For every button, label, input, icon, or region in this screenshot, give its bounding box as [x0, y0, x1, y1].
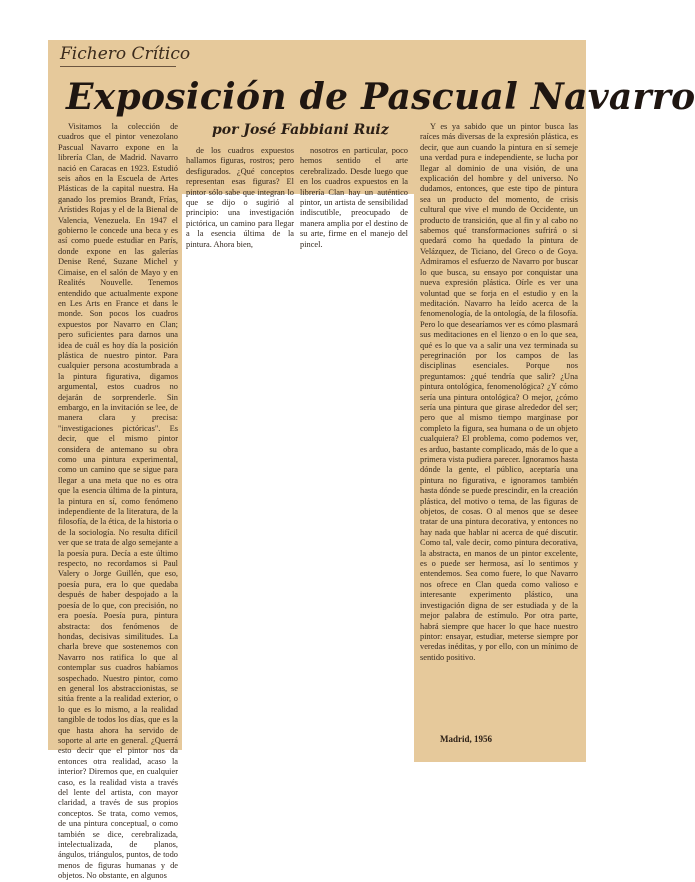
article-column-4 [420, 122, 578, 726]
section-rule [60, 66, 176, 67]
article-byline: por José Fabbiani Ruiz [212, 122, 389, 138]
article-column-1 [58, 122, 178, 881]
column-2-text: de los cuadros expuestos hallamos figuras, rostros; pero desfigurados. ¿Qué conceptos representan esas figuras? El pintor sólo sabe que integran lo que se dijo o sugirió al principio: una investigación pictórica, un camino para llegar a la esencia última de la pintura. Ahora bien, [186, 146, 294, 249]
article-signoff: Madrid, 1956 [440, 734, 493, 744]
section-label: Fichero Crítico [60, 44, 191, 64]
column-1-text: Visitamos la colección de cuadros que el pintor venezolano Pascual Navarro expone en la librería Clan, de Madrid. Navarro nació en Caracas en 1923. Estudió seis años en la Escuela de Artes Plásticas de la capital nuestra. Ha ganado los premios Brandt, Frías, Arístides Rojas y el de la Bienal de Valencia, Venezuela. En 1947 el gobierno le concede una beca y es así como puede estudiar en París, donde expone en las galerías Denise René, Suzane Michel y Cimaise, en el salón de Mayo y en Realités Nouvelle. Tenemos entendido que actualmente expone en Les Arts en France et dans le monde. Son pocos los cuadros expuestos por Navarro en Clan; pero suficientes para darnos una idea de cuál es hoy día la posición plástica de nuestro pintor. Para cualquier persona acostumbrada a la pintura figurativa, digamos argumental, estos cuadros no dejarán de sorprenderle. Sin embargo, en la invitación se lee, de manera clara y precisa: "investigaciones pictóricas". Es decir, que el mismo pintor considera de antemano su obra como una pintura experimental, como un camino que se sigue para llegar a una meta que no es otra que la esencia última de la pintura, la pintura en sí, como fenómeno independiente de la literatura, de la filosofía, de la ética, de la historia o de la sociología. No resulta difícil ver que se trata de algo semejante a la poesía pura. Decía a este último respecto, no recordamos si Paul Valery o Jorge Guillén, que eso, poesía pura, era lo que quedaba después de haber despojado a la poesía de lo que, con precisión, no era poesía. Poesía pura, pintura abstracta: dos fenómenos de hondas, decisivas similitudes. La charla breve que sostenemos con Navarro nos ratifica lo que al contemplar sus cuadros habíamos sospechado. Nuestro pintor, como en general los abstraccionistas, se sitúa frente a la realidad exterior, o lo que es lo mismo, a la realidad tangible de todos los días, que es la que hasta ahora ha servido de soporte al arte en general. ¿Querrá esto decir que el pintor nos da entonces otra realidad, acaso la interior? Diremos que, en cualquier caso, es la realidad vista a través del lente del artista, con mayor claridad, a través de sus propios conceptos. Se trata, como vemos, de una pintura conceptual, o como también se dice, cerebralizada, intelectualizada, de planos, ángulos, triángulos, puntos, de todo menos de figuras humanas y de objetos. No obstante, en algunos [58, 122, 178, 881]
article-column-3 [300, 146, 408, 249]
column-4-text: Y es ya sabido que un pintor busca las raíces más diversas de la expresión plástica, es decir, que aun cuando la pintura en sí semeje una verdad pura e independiente, se lucha por llegar al dominio de una visión, de una explicación del hombre y del universo. No dudamos, entonces, que este tipo de pintura sea un producto del momento, de crisis cultural que vive el mundo de Occidente, un producto de transición, que al fin y al cabo no sabemos qué transformaciones sufrirá o si quedará como ha quedado la pintura de Velázquez, de Ticiano, del Greco o de Goya. Admiramos el esfuerzo de Navarro por buscar lo que busca, su ensayo por conquistar una nueva expresión plástica. Oírle es ver una voluntad que se forja en el estudio y en la meditación. Navarro ha leído acerca de la fenomenología, de la ontología, de la filosofía. Pero lo que desearíamos ver es cómo plasmará sus meditaciones en el lienzo o en lo que sea, qué es lo que va a salir una vez terminada su peregrinación por los campos de las disciplinas esenciales. Porque nos preguntamos: ¿qué tendría que salir? ¿Una pintura ontológica, fenomenológica? ¿Y cómo sería una pintura ontológica? O mejor, ¿cómo sería una pintura que girase alrededor del ser; pero que al mismo tiempo marginase por completo la figura, sea humana o de un objeto cualquiera? El problema, como podemos ver, es arduo, bastante complicado, más de lo que a primera vista pudiera parecer. Ignoramos hasta dónde la gente, el público, aceptaría una pintura no figurativa, e ignoramos también hasta dónde se puede prescindir, en la creación plástica, del motivo o tema, de las figuras de objetos, de cosas. O al menos que se desee tratar de una pintura decorativa, y entonces no hay nada que hablar ni acerca de qué discutir. Como tal, vale decir, como pintura decorativa, la abstracta, en manos de un pintor excelente, es o puede ser hermosa, así lo sentimos y entendemos. Sea como fuere, lo que Navarro nos ofrece en Clan queda como valioso e interesante experimento plástico, una investigación digna de ser estudiada y de la mejor palabra de estímulo. Por otra parte, habrá siempre que hacer lo que hace nuestro pintor: ensayar, estudiar, meterse siempre por veredas inéditas, y por ello, con un mínimo de sentido positivo. [420, 122, 578, 662]
article-column-2 [186, 146, 294, 249]
column-3-text: nosotros en particular, poco hemos sentido el arte cerebralizado. Desde luego que en los cuadros expuestos en la librería Clan hay un auténtico pintor, un artista de sensibilidad indiscutible, preocupado de manera amplia por el destino de su arte, firme en el manejo del pincel. [300, 146, 408, 249]
article-headline: Exposición de Pascual Navarro [66, 76, 695, 118]
